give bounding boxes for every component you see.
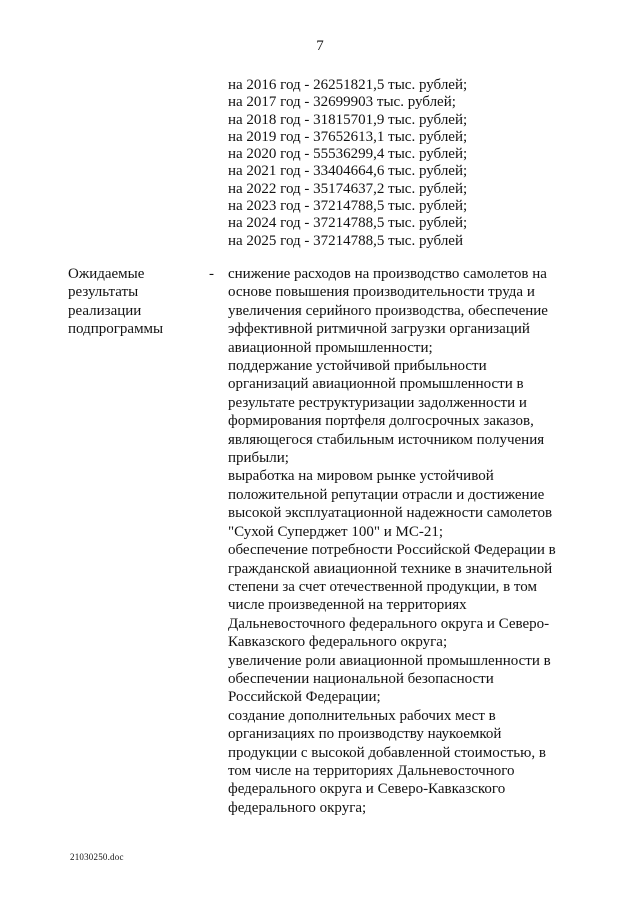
section-label: Ожидаемые результаты реализации подпрограммы: [68, 266, 164, 338]
funding-line: на 2022 год - 35174637,2 тыс. рублей;: [228, 180, 468, 197]
page-number: 7: [316, 38, 324, 54]
document-file-code: 21030250.doc: [70, 852, 124, 862]
funding-by-year-list: [228, 77, 467, 250]
funding-line: на 2024 год - 37214788,5 тыс. рублей;: [228, 215, 468, 232]
result-item: поддержание устойчивой прибыльности организаций авиационной промышленности в результате реструктуризации задолженности и формирования портфеля долгосрочных заказов, являющегося стабильным источником получения прибыли;: [228, 358, 545, 467]
result-item: создание дополнительных рабочих мест в организациях по производству наукоемкой продукции с высокой добавленной стоимостью, в том числе на территориях Дальневосточного федерального округа и Северо-Кавказского федерального округа;: [228, 707, 546, 816]
funding-line: на 2017 год - 32699903 тыс. рублей;: [228, 94, 456, 111]
funding-line: на 2021 год - 33404664,6 тыс. рублей;: [228, 163, 468, 180]
result-item: обеспечение потребности Российской Федерации в гражданской авиационной технике в значительной степени за счет отечественной продукции, в том числе произведенной на территориях Дальневосточного федерального округа и Северо-Кавказского федерального округа;: [228, 542, 556, 651]
section-dash: -: [209, 266, 214, 282]
funding-line: на 2016 год - 26251821,5 тыс. рублей;: [228, 77, 468, 93]
result-item: увеличение роли авиационной промышленности в обеспечении национальной безопасности Российской Федерации;: [228, 652, 551, 706]
funding-line: на 2020 год - 55536299,4 тыс. рублей;: [228, 146, 468, 163]
funding-line: на 2018 год - 31815701,9 тыс. рублей;: [228, 111, 468, 128]
funding-line: на 2019 год - 37652613,1 тыс. рублей;: [228, 128, 468, 145]
funding-line: на 2025 год - 37214788,5 тыс. рублей: [228, 232, 463, 249]
funding-line: на 2023 год - 37214788,5 тыс. рублей;: [228, 198, 468, 215]
expected-results-list: [228, 265, 558, 817]
result-item: снижение расходов на производство самолетов на основе повышения производительности труда и увеличения серийного производства, обеспечение эффективной ритмичной загрузки организаций авиационной промышленности;: [228, 266, 548, 356]
result-item: выработка на мировом рынке устойчивой положительной репутации отрасли и достижение высокой эксплуатационной надежности самолетов "Сухой Суперджет 100" и МС-21;: [228, 468, 553, 540]
